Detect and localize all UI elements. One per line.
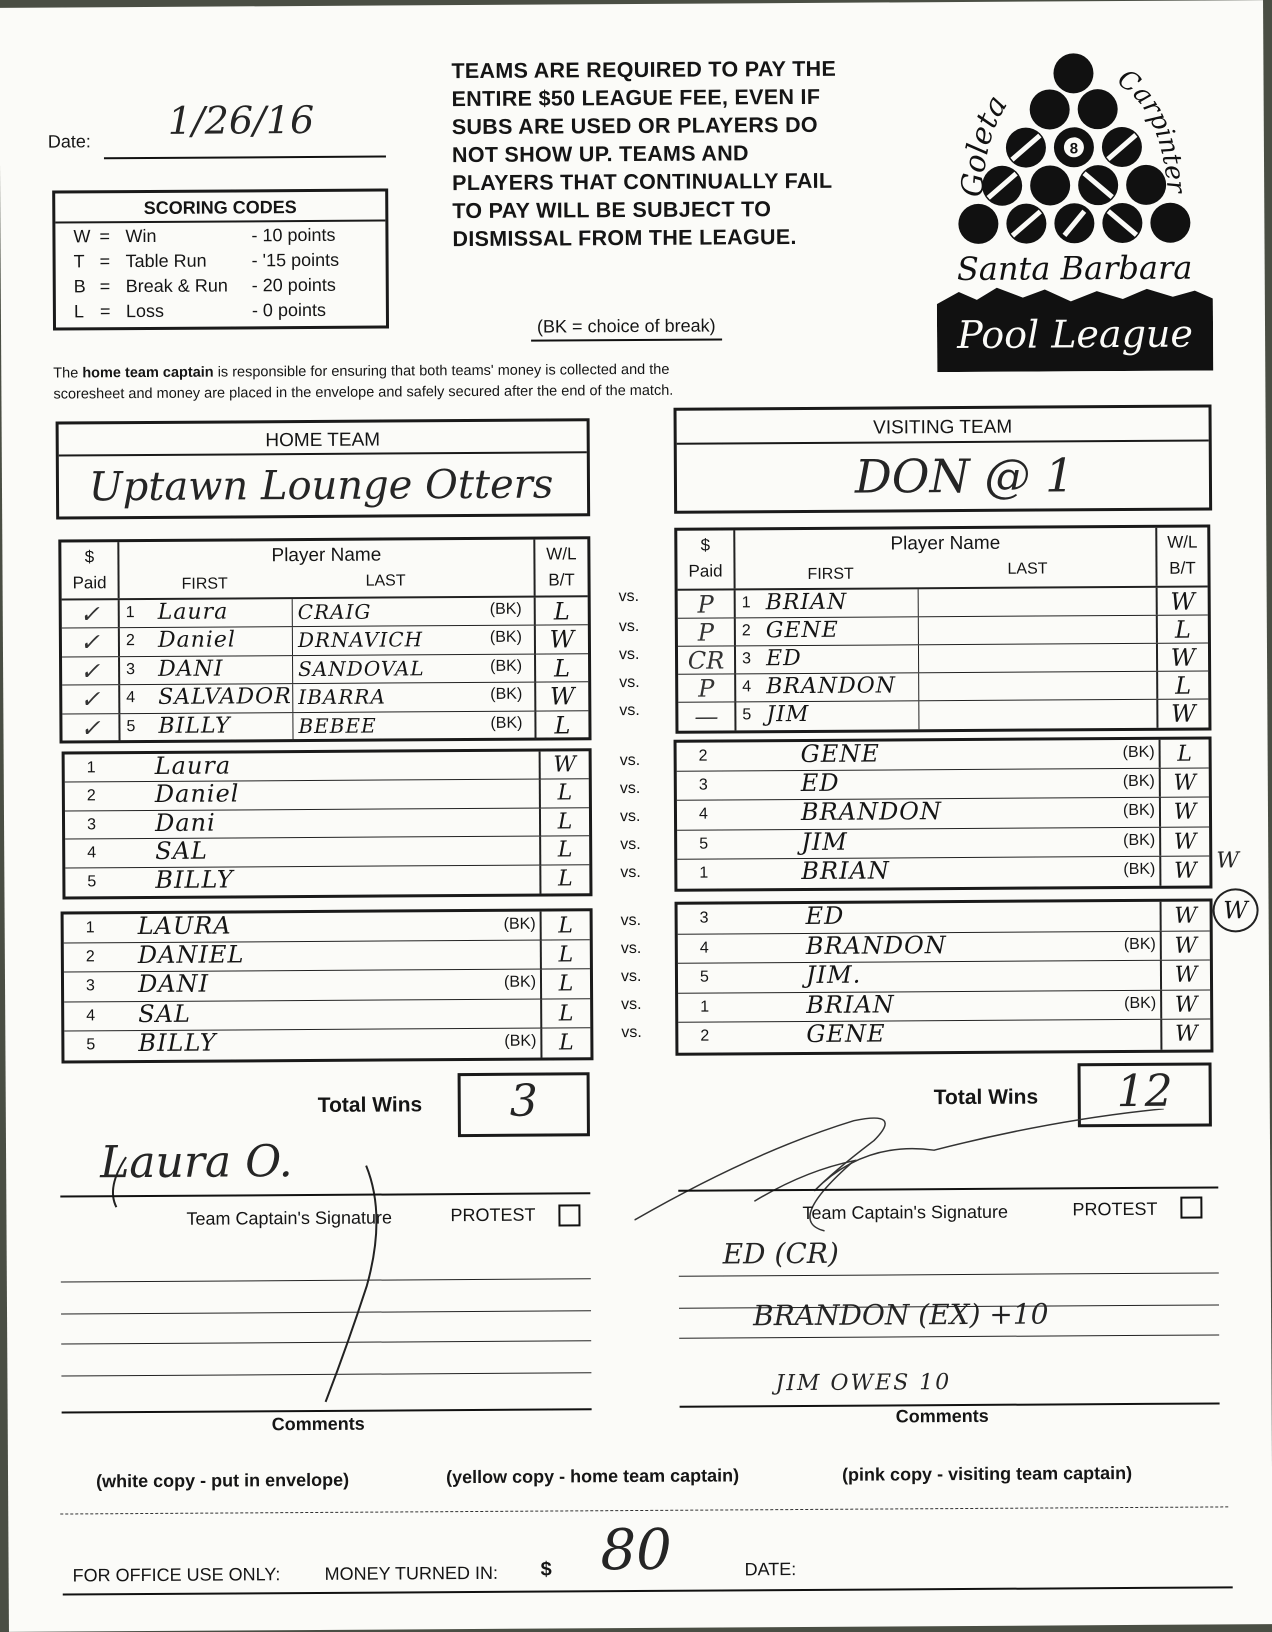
white-copy-note: (white copy - put in envelope) [95,1469,350,1492]
paid-cell[interactable]: P [678,618,736,645]
name-divider [918,701,919,729]
scoring-code-row [56,297,386,324]
player-first-name: ED [765,645,802,672]
vs-label: vs. [618,617,640,636]
win-loss-cell[interactable]: L [1156,672,1208,699]
scoring-code-points: - 0 points [251,299,327,321]
visiting-team-label: VISITING TEAM [677,407,1209,444]
win-loss-cell[interactable]: L [534,597,588,625]
break-marker: (BK) [490,657,523,675]
logo-league: Pool League [957,311,1194,358]
scoring-code-letter: W [73,226,91,247]
player-first-name: GENE [765,617,839,644]
player-name: GENE [800,739,880,768]
player-first-name: Laura [157,599,229,625]
scoring-code-name: Table Run [125,250,207,272]
home-protest-label: PROTEST [450,1204,536,1226]
table-row [678,588,1208,619]
tear-line [60,1506,1228,1514]
player-first-name: Daniel [157,627,237,654]
player-number: 5 [699,968,709,986]
player-number: 2 [85,948,95,966]
win-loss-cell[interactable]: W [1159,856,1209,885]
home-player-name-header: Player Name [271,544,382,567]
win-loss-cell[interactable]: L [1156,616,1208,643]
table-row [677,827,1209,859]
office-line [63,1586,1233,1595]
captain-note-pre: The [53,365,83,382]
money-turned-in-label: MONEY TURNED IN: [324,1562,499,1584]
logo-right-arc: Carpinteria [1111,63,1191,195]
break-marker: (BK) [1122,773,1155,791]
player-number: 2 [700,1027,710,1046]
captain-note-bold: home team captain [82,364,214,382]
date-value: 1/26/16 [167,97,315,143]
vs-label: vs. [618,587,640,606]
dollar-sign: $ [540,1558,552,1581]
break-marker: (BK) [1123,831,1156,849]
player-first-name: DANI [158,656,224,682]
table-row [678,700,1208,731]
scoring-codes-box [52,189,389,331]
home-round-2 [62,748,593,899]
table-row [62,711,588,743]
player-number: 4 [742,678,752,696]
player-name: DANI [137,970,210,999]
home-bt-text: B/T [548,570,575,590]
vs-label: vs. [620,911,642,930]
home-first-header: FIRST [181,575,228,593]
eight-ball-number: 8 [1069,140,1079,158]
money-turned-in-value: 80 [600,1517,672,1584]
table-row [65,808,589,840]
player-number: 5 [86,1036,96,1054]
win-loss-cell[interactable]: W [1156,700,1208,728]
home-total-label: Total Wins [317,1093,423,1117]
break-marker: (BK) [490,685,523,704]
home-comment-line[interactable] [62,1408,592,1413]
player-number: 1 [741,594,751,612]
home-total-value: 3 [509,1075,538,1127]
break-marker: (BK) [1123,935,1156,953]
table-row [678,990,1210,1023]
win-loss-cell[interactable]: L [540,999,590,1027]
win-loss-cell[interactable]: W [1160,901,1210,930]
visiting-paid-header [677,530,735,588]
win-loss-cell[interactable]: W [1160,931,1210,960]
scoring-code-points: - 20 points [251,274,336,296]
home-team-box [56,418,591,519]
player-name: Dani [154,808,216,837]
table-row [64,999,590,1031]
scoring-code-letter: T [73,251,85,272]
player-name: ED [800,768,840,798]
scoring-code-eq: = [99,251,111,272]
table-row [65,780,589,812]
player-number: 4 [699,939,709,957]
win-loss-cell[interactable]: W [1160,961,1210,990]
visiting-paid-sym: $ [700,535,711,555]
date-label: Date: [47,131,91,152]
vs-label: vs. [620,939,642,958]
visiting-comment-1: ED (CR) [722,1236,839,1271]
player-number: 4 [126,689,136,707]
visiting-total-label: Total Wins [933,1085,1039,1110]
visiting-margin-note-2: W [1212,888,1258,932]
player-name: BILLY [138,1028,217,1057]
scoring-code-row [56,272,386,299]
win-loss-cell[interactable]: L [540,970,590,998]
scoring-codes-list [55,222,386,324]
home-last-header: LAST [365,572,406,590]
break-marker: (BK) [504,1032,537,1050]
home-round-1 [58,536,591,743]
vs-label: vs. [619,673,640,692]
break-marker: (BK) [489,629,522,647]
home-sig-label: Team Captain's Signature [186,1207,393,1229]
visiting-comment-3: JIM OWES 10 [775,1370,952,1397]
name-divider [292,656,293,683]
paid-cell[interactable]: — [678,702,736,730]
table-row [64,911,590,943]
office-use-label: FOR OFFICE USE ONLY: [72,1564,281,1586]
player-number: 4 [698,805,708,824]
scoring-code-row [55,222,385,249]
paid-cell[interactable]: P [678,674,736,701]
home-protest-checkbox[interactable] [558,1204,580,1226]
table-row [65,836,589,868]
table-row [678,931,1210,964]
vs-label: vs. [619,807,641,826]
visiting-comment-line[interactable] [679,1272,1219,1276]
player-name: JIM [801,827,848,856]
visiting-protest-label: PROTEST [1072,1198,1158,1220]
player-number: 4 [87,844,97,862]
vs-label: vs. [621,1023,642,1042]
player-number: 1 [86,759,96,777]
win-loss-cell[interactable]: L [540,1028,590,1057]
paid-cell[interactable]: CR [678,646,736,673]
vs-label: vs. [618,645,640,664]
visiting-paid-text: Paid [688,561,723,581]
vs-label: vs. [620,863,641,882]
scoring-codes-title: SCORING CODES [55,192,385,224]
player-last-name: DRNAVICH [297,627,424,653]
player-number: 1 [699,864,709,882]
captain-note-line2: scoresheet and money are placed in the envelope and safely secured after the end of the match. [53,382,674,403]
table-row [64,970,590,1002]
win-loss-cell[interactable]: L [1159,740,1209,768]
table-row [677,740,1209,772]
player-name: Daniel [154,779,240,809]
visiting-round-3 [675,898,1214,1055]
table-row [678,616,1208,647]
home-round-3 [61,908,594,1063]
paid-cell[interactable]: ✓ [62,685,120,713]
break-marker: (BK) [1124,994,1157,1012]
name-divider [918,589,919,616]
visiting-team-box [674,404,1213,513]
visiting-margin-note-1: W [1216,848,1239,874]
player-number: 5 [742,706,752,724]
fee-notice-line: TO PAY WILL BE SUBJECT TO [452,197,772,224]
player-first-name: BRIAN [765,589,848,616]
table-row [64,940,590,972]
name-divider [292,684,293,711]
fee-notice [451,55,837,253]
player-first-name: JIM [766,701,810,728]
logo-city: Santa Barbara [956,248,1193,289]
win-loss-cell[interactable]: W [539,751,589,779]
break-marker: (BK) [1123,860,1156,878]
visiting-wl-header [1155,528,1207,586]
visiting-wl-text: W/L [1167,532,1198,552]
win-loss-cell[interactable]: W [1159,798,1209,826]
visiting-comment-line[interactable] [679,1334,1219,1338]
player-last-name: SANDOVAL [298,656,425,681]
win-loss-cell[interactable]: L [540,911,590,939]
win-loss-cell[interactable]: L [539,780,589,808]
scoring-code-points: - 10 points [251,224,336,246]
player-number: 5 [699,835,709,853]
visiting-last-header: LAST [1007,560,1048,578]
win-loss-cell[interactable]: L [539,808,589,836]
player-name: BILLY [155,865,234,894]
player-number: 3 [698,776,708,794]
win-loss-cell[interactable]: W [1160,990,1210,1019]
break-marker: (BK) [1122,802,1156,820]
scoring-code-name: Loss [125,300,164,322]
office-date-label: DATE: [744,1559,797,1580]
player-number: 4 [86,1006,96,1024]
win-loss-cell[interactable]: W [1160,1020,1210,1050]
table-row [678,672,1208,703]
break-marker: (BK) [1122,743,1155,762]
player-number: 3 [741,650,751,668]
player-number: 3 [699,909,709,927]
visiting-round-2 [674,736,1213,891]
pool-balls-icon [935,46,1213,372]
player-name: JIM. [805,960,862,990]
visiting-team-name: DON @ 1 [854,448,1075,504]
scoring-code-letter: B [73,276,86,297]
scoring-code-name: Break & Run [125,275,228,297]
scoring-code-row [56,247,386,274]
player-number: 3 [126,660,136,678]
paid-cell[interactable]: P [678,590,736,617]
pink-copy-note: (pink copy - visiting team captain) [841,1462,1133,1485]
captain-note-post: is responsible for ensuring that both teams' money is collected and the [213,361,670,381]
break-marker: (BK) [503,974,537,992]
logo-left-arc: Goleta [955,89,1015,199]
captain-note [53,360,673,406]
player-first-name: BILLY [158,713,231,739]
player-number: 2 [741,622,751,640]
vs-label: vs. [620,835,641,854]
home-paid-text: Paid [72,573,107,593]
scoring-code-eq: = [99,276,111,297]
visiting-round-1-rows [678,586,1209,731]
player-first-name: SALVADOR [158,684,292,711]
home-captain-signature: Laura O. [99,1136,293,1189]
scoring-code-eq: = [99,226,111,247]
win-loss-cell[interactable]: W [534,682,588,710]
fee-notice-line: ENTIRE $50 LEAGUE FEE, EVEN IF [451,84,821,112]
break-marker: (BK) [489,600,522,618]
home-total-box [458,1072,590,1137]
fee-notice-line: PLAYERS THAT CONTINUALLY FAIL [452,168,833,196]
visiting-player-name-header: Player Name [890,532,1001,555]
vs-label: vs. [619,701,640,720]
home-paid-sym: $ [84,547,95,567]
win-loss-cell[interactable]: L [539,836,589,864]
paid-cell[interactable]: ✓ [62,600,120,628]
win-loss-cell[interactable]: W [1156,644,1208,671]
home-comments-label: Comments [271,1413,365,1435]
table-row [62,682,588,714]
table-row [65,751,589,783]
vs-label: vs. [619,751,641,770]
home-wl-header [533,539,587,595]
home-paid-header [61,542,119,598]
name-divider [292,599,293,626]
player-number: 1 [125,604,135,622]
vs-label: vs. [619,779,641,798]
name-divider [292,627,293,654]
player-name: BRANDON [805,930,947,960]
win-loss-cell[interactable]: L [539,865,589,894]
table-row [678,961,1210,994]
player-name: SAL [155,836,209,866]
break-marker: (BK) [503,915,536,933]
break-marker: (BK) [490,714,523,732]
player-number: 2 [698,747,708,765]
player-number: 5 [126,717,136,735]
fee-notice-line: NOT SHOW UP. TEAMS AND [451,141,749,168]
fee-notice-line: SUBS ARE USED OR PLAYERS DO [451,112,818,140]
player-number: 2 [125,632,135,650]
fee-notice-line: TEAMS ARE REQUIRED TO PAY THE [451,56,837,84]
player-number: 1 [700,998,710,1016]
win-loss-cell[interactable]: W [534,626,588,654]
table-row [678,644,1208,675]
table-row [62,654,588,686]
player-number: 2 [86,787,96,805]
win-loss-cell[interactable]: W [1159,769,1209,797]
name-divider [292,713,293,741]
table-row [678,1020,1210,1053]
table-row [64,1028,590,1060]
visiting-bt-text: B/T [1169,558,1196,578]
visiting-comments-label: Comments [895,1405,989,1427]
scoring-code-points: - '15 points [251,249,340,271]
yellow-copy-note: (yellow copy - home team captain) [445,1465,740,1488]
name-divider [918,645,919,672]
win-loss-cell[interactable]: W [1159,827,1209,855]
visiting-comment-2: BRANDON (EX) +10 [752,1297,1049,1333]
name-divider [918,617,919,644]
table-row [677,798,1209,830]
paid-cell[interactable]: ✓ [62,657,120,685]
table-row [678,901,1210,934]
win-loss-cell[interactable]: L [534,654,588,682]
player-name: BRANDON [800,797,943,827]
home-wl-text: W/L [546,544,577,564]
player-number: 3 [86,816,97,834]
player-name: BRIAN [806,990,895,1019]
player-first-name: BRANDON [766,673,897,700]
player-name: SAL [138,999,192,1028]
paid-cell[interactable]: ✓ [62,629,120,657]
player-name: GENE [806,1019,886,1049]
player-last-name: IBARRA [298,684,386,710]
visiting-first-header: FIRST [807,565,854,583]
player-name: DANIEL [137,940,245,970]
fee-notice-line: DISMISSAL FROM THE LEAGUE. [452,225,797,252]
scoring-code-name: Win [125,225,157,247]
player-number: 1 [85,919,95,937]
player-number: 5 [87,872,97,890]
player-last-name: CRAIG [297,599,372,625]
home-team-name: Uptawn Lounge Otters [88,461,554,511]
player-name: BRIAN [801,856,890,885]
signature-flourish-icon [66,1125,398,1407]
name-divider [918,673,919,700]
player-last-name: BEBEE [298,713,377,738]
vs-label: vs. [620,967,642,986]
table-row [62,626,588,658]
player-name: Laura [154,751,232,780]
table-row [677,856,1209,888]
scoring-code-eq: = [99,301,111,322]
home-team-label: HOME TEAM [59,421,587,456]
win-loss-cell[interactable]: W [1156,588,1208,615]
player-name: ED [805,901,845,930]
paid-cell[interactable]: ✓ [62,714,120,743]
visiting-protest-checkbox[interactable] [1180,1197,1202,1219]
visiting-total-value: 12 [1116,1065,1173,1118]
win-loss-cell[interactable]: L [540,940,590,968]
visiting-round-1 [674,524,1211,733]
home-round-1-rows [62,595,589,740]
table-row [65,865,589,897]
league-logo [935,46,1213,372]
player-name: LAURA [137,911,232,941]
player-number: 3 [85,977,95,995]
win-loss-cell[interactable]: L [534,711,588,740]
bk-note: (BK = choice of break) [531,315,722,341]
visiting-sig-label: Team Captain's Signature [802,1201,1009,1223]
scoring-code-letter: L [73,301,84,322]
table-row [677,769,1209,801]
date-line [104,156,386,160]
table-row [62,597,588,629]
vs-label: vs. [621,995,642,1014]
